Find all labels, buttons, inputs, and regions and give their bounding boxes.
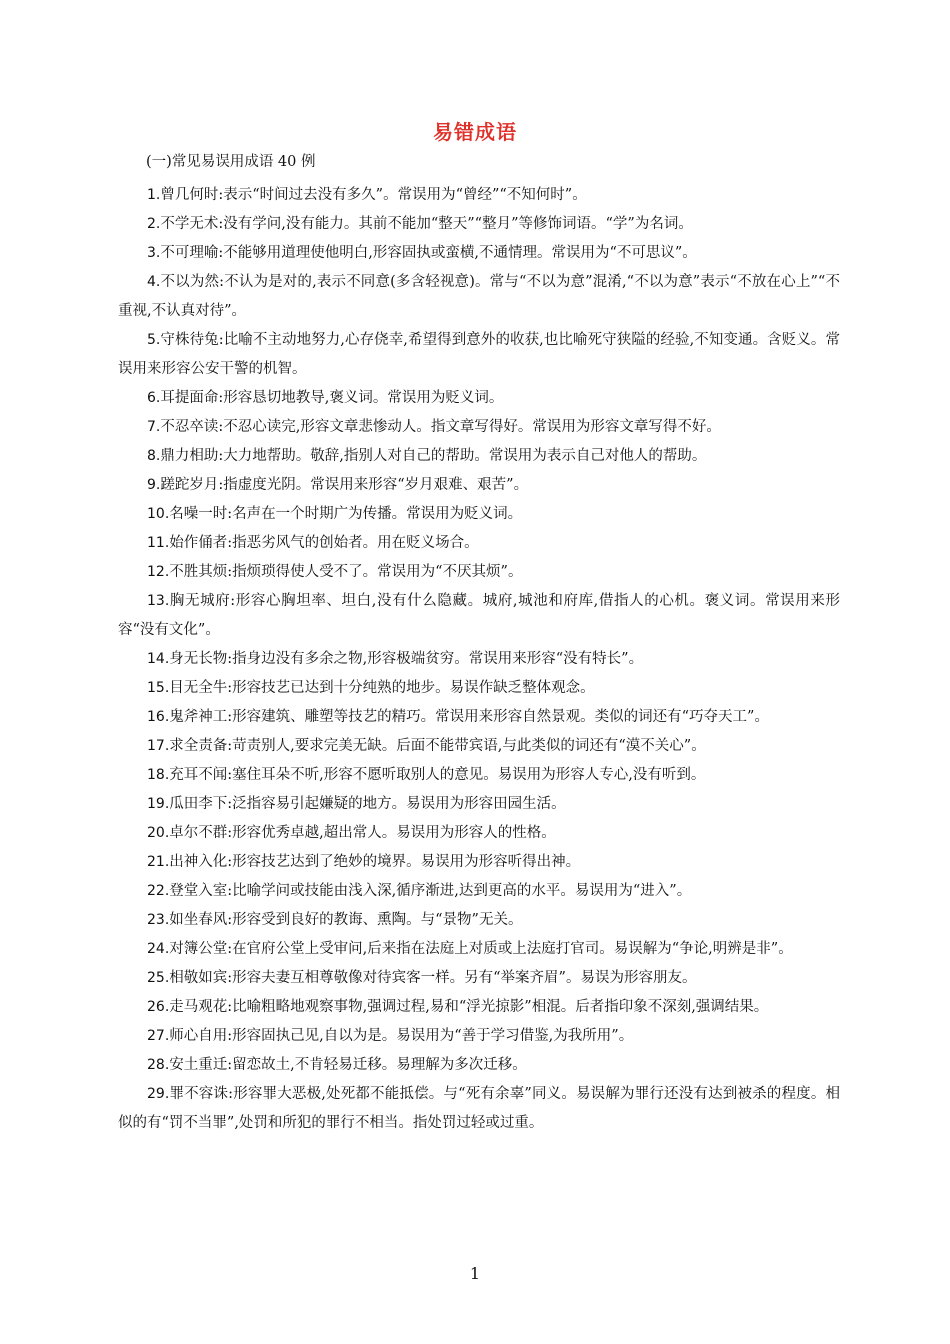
idiom-entry [118, 1080, 840, 1138]
idiom-entry [118, 268, 840, 326]
entry-text: 守株待兔:比喻不主动地努力,心存侥幸,希望得到意外的收获,也比喻死守狭隘的经验,不知变通。含贬义。常误用来形容公安干警的机智。 [118, 332, 840, 377]
entry-text: 不胜其烦:指烦琐得使人受不了。常误用为“不厌其烦”。 [169, 564, 523, 580]
idiom-entry [118, 819, 840, 848]
entry-number: 28. [147, 1057, 170, 1073]
idiom-entry [118, 993, 840, 1022]
entry-number: 21. [147, 854, 170, 870]
entry-text: 不忍卒读:不忍心读完,形容文章悲惨动人。指文章写得好。常误用为形容文章写得不好。 [160, 419, 721, 435]
entry-number: 5. [147, 332, 161, 348]
entry-number: 11. [147, 535, 170, 551]
entry-text: 安土重迁:留恋故土,不肯轻易迁移。易理解为多次迁移。 [169, 1057, 527, 1073]
entry-number: 8. [147, 448, 161, 464]
entry-text: 卓尔不群:形容优秀卓越,超出常人。易误用为形容人的性格。 [169, 825, 556, 841]
entry-text: 始作俑者:指恶劣风气的创始者。用在贬义场合。 [169, 535, 479, 551]
entry-text: 登堂入室:比喻学问或技能由浅入深,循序渐进,达到更高的水平。易误用为“进入”。 [169, 883, 692, 899]
idiom-entry [118, 326, 840, 384]
idiom-entry [118, 500, 840, 529]
entry-number: 6. [147, 390, 161, 406]
idiom-entry [118, 413, 840, 442]
entry-number: 16. [147, 709, 170, 725]
entry-text: 名噪一时:名声在一个时期广为传播。常误用为贬义词。 [169, 506, 523, 522]
entry-text: 相敬如宾:形容夫妻互相尊敬像对待宾客一样。另有“举案齐眉”。易误为形容朋友。 [169, 970, 697, 986]
idiom-entry [118, 181, 840, 210]
entry-number: 10. [147, 506, 170, 522]
entry-text: 不学无术:没有学问,没有能力。其前不能加“整天”“整月”等修饰词语。“学”为名词。 [160, 216, 693, 232]
entry-number: 18. [147, 767, 170, 783]
entry-number: 26. [147, 999, 170, 1015]
entry-text: 身无长物:指身边没有多余之物,形容极端贫穷。常误用来形容“没有特长”。 [169, 651, 644, 667]
idiom-entry [118, 964, 840, 993]
entry-text: 蹉跎岁月:指虚度光阴。常误用来形容“岁月艰难、艰苦”。 [160, 477, 529, 493]
idiom-entry [118, 761, 840, 790]
entry-text: 耳提面命:形容恳切地教导,褒义词。常误用为贬义词。 [160, 390, 504, 406]
entry-text: 鼎力相助:大力地帮助。敬辞,指别人对自己的帮助。常误用为表示自己对他人的帮助。 [160, 448, 707, 464]
entry-number: 1. [147, 187, 161, 203]
entry-number: 19. [147, 796, 170, 812]
idiom-entry [118, 587, 840, 645]
idiom-entry [118, 442, 840, 471]
idiom-entry [118, 877, 840, 906]
page-title: 易错成语 [433, 120, 517, 144]
idiom-entry [118, 848, 840, 877]
idiom-entry [118, 529, 840, 558]
idiom-entry [118, 210, 840, 239]
entry-number: 13. [147, 593, 170, 609]
idiom-entry [118, 1051, 840, 1080]
entry-text: 鬼斧神工:形容建筑、雕塑等技艺的精巧。常误用来形容自然景观。类似的词还有“巧夺天工”。 [169, 709, 769, 725]
entry-number: 25. [147, 970, 170, 986]
entry-number: 2. [147, 216, 161, 232]
idiom-entry [118, 703, 840, 732]
idiom-entry [118, 732, 840, 761]
idiom-entry [118, 471, 840, 500]
entry-text: 曾几何时:表示“时间过去没有多久”。常误用为“曾经”“不知何时”。 [160, 187, 587, 203]
idiom-entry [118, 935, 840, 964]
idiom-entry [118, 558, 840, 587]
entry-number: 9. [147, 477, 161, 493]
entry-number: 23. [147, 912, 170, 928]
entry-text: 出神入化:形容技艺达到了绝妙的境界。易误用为形容听得出神。 [169, 854, 581, 870]
entry-number: 17. [147, 738, 170, 754]
entry-number: 3. [147, 245, 161, 261]
idiom-entry [118, 645, 840, 674]
document-body [118, 151, 840, 1138]
idiom-entry [118, 384, 840, 413]
entry-text: 不可理喻:不能够用道理使他明白,形容固执或蛮横,不通情理。常误用为“不可思议”。 [160, 245, 697, 261]
section-heading: (一)常见易误用成语 40 例 [146, 154, 316, 170]
entry-number: 12. [147, 564, 170, 580]
entry-text: 胸无城府:形容心胸坦率、坦白,没有什么隐藏。城府,城池和府库,借指人的心机。褒义词。常误用来形容“没有文化”。 [118, 593, 840, 638]
entry-number: 24. [147, 941, 170, 957]
entry-number: 14. [147, 651, 170, 667]
entry-number: 7. [147, 419, 161, 435]
entry-text: 走马观花:比喻粗略地观察事物,强调过程,易和“浮光掠影”相混。后者指印象不深刻,强调结果。 [169, 999, 769, 1015]
entry-text: 如坐春风:形容受到良好的教诲、熏陶。与“景物”无关。 [169, 912, 523, 928]
entry-number: 4. [147, 274, 161, 290]
entry-text: 瓜田李下:泛指容易引起嫌疑的地方。易误用为形容田园生活。 [169, 796, 566, 812]
entry-number: 20. [147, 825, 170, 841]
idiom-entry [118, 906, 840, 935]
entry-text: 对簿公堂:在官府公堂上受审问,后来指在法庭上对质或上法庭打官司。易误解为“争论,明辨是非”。 [169, 941, 793, 957]
page-number: 1 [469, 1264, 481, 1283]
idiom-entry [118, 1022, 840, 1051]
entry-number: 15. [147, 680, 170, 696]
idiom-entry [118, 790, 840, 819]
entry-text: 目无全牛:形容技艺已达到十分纯熟的地步。易误作缺乏整体观念。 [169, 680, 595, 696]
entry-number: 29. [147, 1086, 170, 1102]
entry-text: 充耳不闻:塞住耳朵不听,形容不愿听取别人的意见。易误用为形容人专心,没有听到。 [169, 767, 706, 783]
idiom-entry [118, 674, 840, 703]
entry-text: 不以为然:不认为是对的,表示不同意(多含轻视意)。常与“不以为意”混淆,“不以为意”表示“不放在心上”“不重视,不认真对待”。 [118, 274, 840, 319]
entry-text: 罪不容诛:形容罪大恶极,处死都不能抵偿。与“死有余辜”同义。易误解为罪行还没有达到被杀的程度。相似的有“罚不当罪”,处罚和所犯的罪行不相当。指处罚过轻或过重。 [118, 1086, 840, 1131]
idiom-entry [118, 239, 840, 268]
entry-text: 求全责备:苛责别人,要求完美无缺。后面不能带宾语,与此类似的词还有“漠不关心”。 [169, 738, 706, 754]
entry-number: 27. [147, 1028, 170, 1044]
idiom-list [118, 181, 840, 1138]
entry-text: 师心自用:形容固执己见,自以为是。易误用为“善于学习借鉴,为我所用”。 [169, 1028, 634, 1044]
entry-number: 22. [147, 883, 170, 899]
